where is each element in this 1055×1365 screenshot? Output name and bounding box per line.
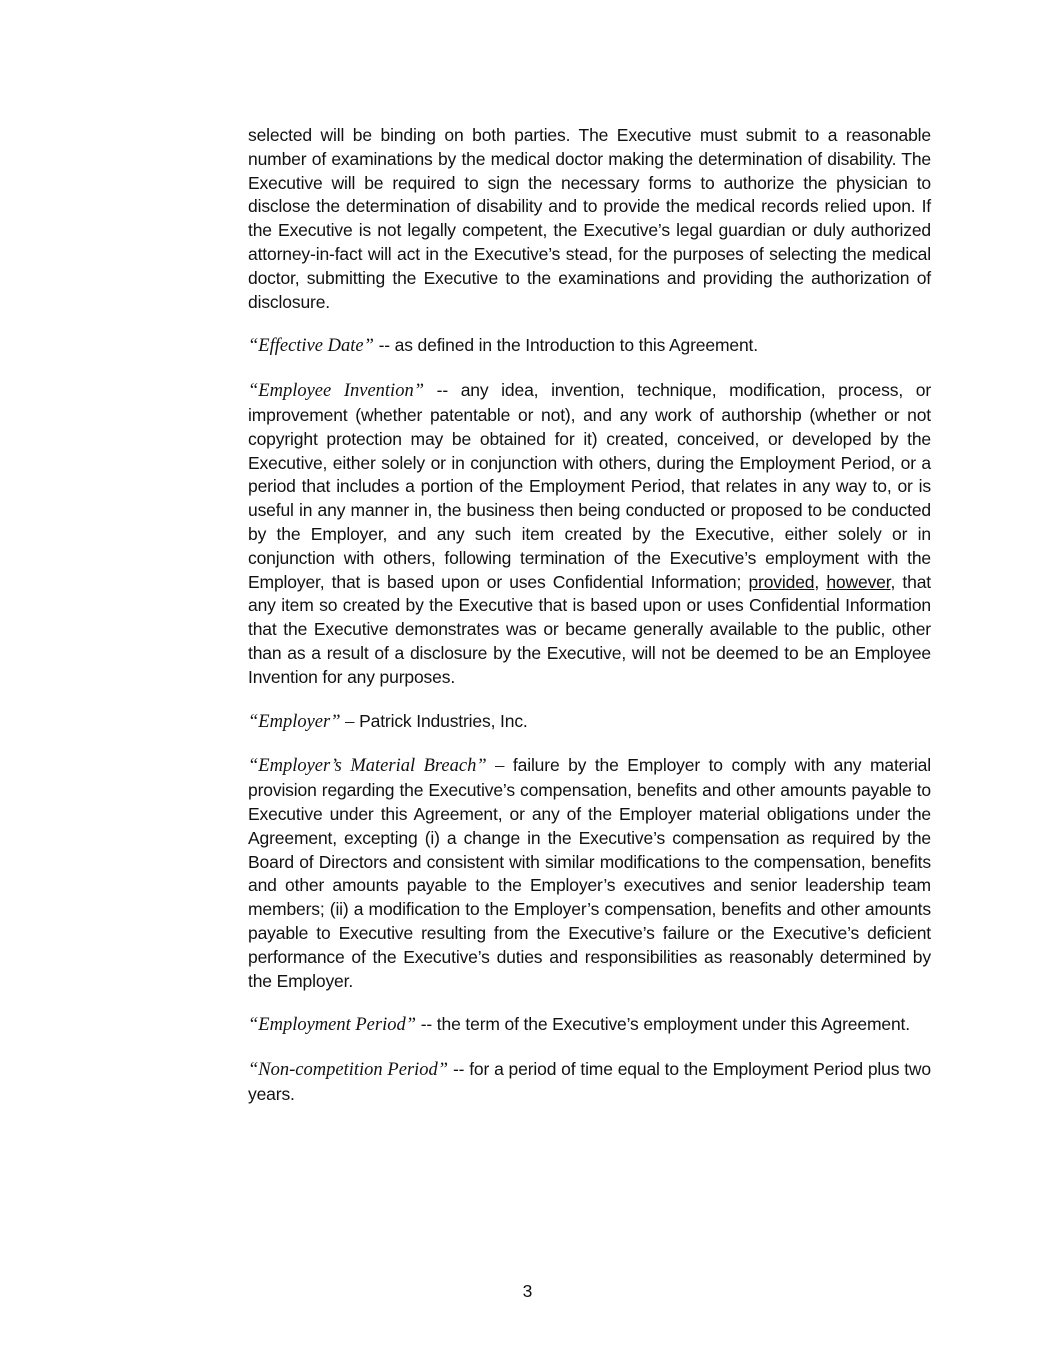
- definition-employers-material-breach: [248, 754, 931, 993]
- separator: ,: [814, 571, 827, 592]
- definition-employment-period: [248, 1013, 931, 1038]
- definition-text: failure by the Employer to comply with any material provision regarding the Executive’s compensation, benefits and other amounts payable to Executive under this Agreement, or any of the Employer material obligations under the Agreement, excepting (i) a change in the Executive’s compensation as required by the Board of Directors and consistent with similar modifications to the compensation, benefits and other amounts payable to the Employer’s executives and senior leadership team members; (ii) a modification to the Employer’s compensation, benefits and other amounts payable to Executive resulting from the Executive’s failure or the Executive’s deficient performance of the Executive’s duties and responsibilities as reasonably determined by the Employer.: [248, 755, 932, 991]
- definition-text: -- for a period of time equal to the Employment Period plus two years.: [248, 1059, 931, 1104]
- definition-non-competition-period: [248, 1058, 931, 1107]
- definition-text: Patrick Industries, Inc.: [354, 710, 528, 731]
- defined-term: “Non-competition Period”: [248, 1060, 449, 1081]
- defined-term: “Employment Period”: [248, 1015, 417, 1036]
- defined-term: “Employer’s Material Breach” –: [248, 756, 505, 777]
- document-body: [248, 124, 931, 1127]
- definition-text: -- as defined in the Introduction to this Agreement.: [373, 335, 758, 356]
- page-number: 3: [522, 1281, 533, 1301]
- defined-term: “Employer” –: [248, 711, 355, 732]
- definition-text-continued: , that any item so created by the Executive that is based upon or uses Confidential Information that the Executive demonstrates was or became generally available to the public, other than as a result of a disclosure by the Executive, will not be deemed to be an Employee Invention for any purposes.: [248, 571, 931, 687]
- disability-text: selected will be binding on both parties. The Executive must submit to a reasonable number of examinations by the medical doctor making the determination of disability. The Executive will be required to sign the necessary forms to authorize the physician to disclose the determination of disability and to provide the medical records relied upon. If the Executive is not legally competent, the Executive’s legal guardian or duly authorized attorney-in-fact will act in the Executive’s stead, for the purposes of selecting the medical doctor, submitting the Executive to the examinations and providing the authorization of disclosure.: [248, 125, 931, 312]
- definition-text: -- any idea, invention, technique, modification, process, or improvement (whether patentable or not), and any work of authorship (whether or not copyright protection may be obtained for it) created, conceived, or developed by the Executive, either solely or in conjunction with others, during the Employment Period, or a period that includes a portion of the Employment Period, that relates in any way to, or is useful in any manner in, the business then being conducted or proposed to be conducted by the Employer, and any such item created by the Executive, either solely or in conjunction with others, following termination of the Executive’s employment with the Employer, that is based upon or uses Confidential Information;: [248, 380, 931, 592]
- definition-employee-invention: [248, 379, 931, 689]
- definition-text: -- the term of the Executive’s employment under this Agreement.: [416, 1014, 910, 1035]
- defined-term: “Effective Date”: [248, 336, 374, 357]
- disability-paragraph: [248, 124, 931, 314]
- definition-employer: [248, 710, 931, 735]
- underlined-provided: provided: [748, 571, 815, 592]
- underlined-however: however: [826, 571, 891, 592]
- definition-effective-date: [248, 334, 931, 359]
- defined-term: “Employee Invention”: [248, 381, 424, 402]
